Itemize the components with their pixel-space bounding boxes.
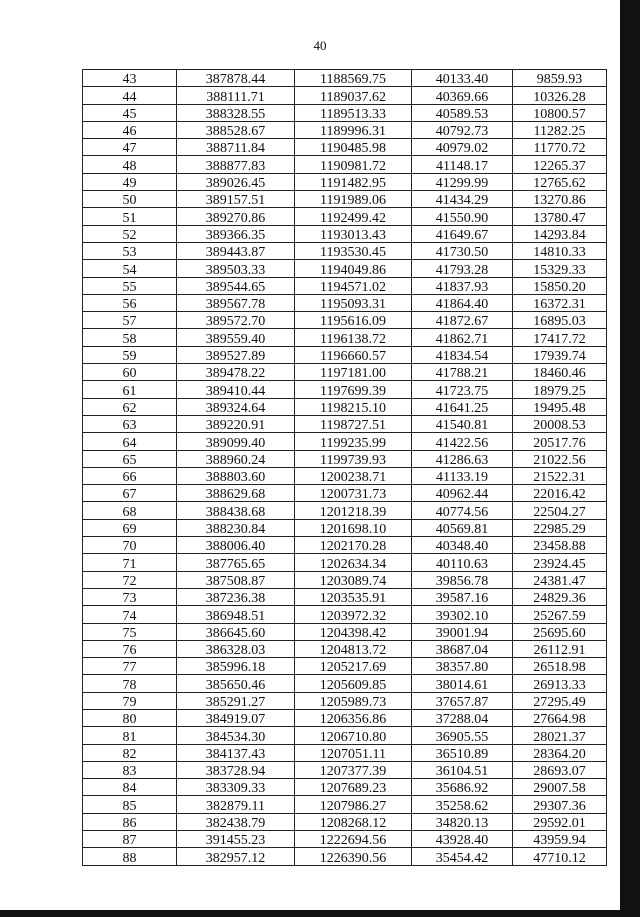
z-value-cell: 40979.02	[412, 139, 513, 156]
w-value-cell: 11282.25	[513, 121, 607, 138]
x-value-cell: 382879.11	[177, 796, 295, 813]
x-value-cell: 389099.40	[177, 433, 295, 450]
z-value-cell: 40110.63	[412, 554, 513, 571]
w-value-cell: 26518.98	[513, 658, 607, 675]
y-value-cell: 1226390.56	[295, 848, 412, 865]
w-value-cell: 28021.37	[513, 727, 607, 744]
table-row	[83, 502, 607, 519]
z-value-cell: 37288.04	[412, 709, 513, 726]
table-row	[83, 761, 607, 778]
x-value-cell: 388629.68	[177, 485, 295, 502]
point-number-cell: 77	[83, 658, 177, 675]
x-value-cell: 383728.94	[177, 761, 295, 778]
y-value-cell: 1206710.80	[295, 727, 412, 744]
w-value-cell: 26112.91	[513, 640, 607, 657]
y-value-cell: 1207377.39	[295, 761, 412, 778]
x-value-cell: 389567.78	[177, 294, 295, 311]
w-value-cell: 21022.56	[513, 450, 607, 467]
z-value-cell: 38357.80	[412, 658, 513, 675]
y-value-cell: 1188569.75	[295, 70, 412, 87]
table-row	[83, 242, 607, 259]
w-value-cell: 24829.36	[513, 588, 607, 605]
z-value-cell: 40348.40	[412, 537, 513, 554]
x-value-cell: 388438.68	[177, 502, 295, 519]
table-row	[83, 727, 607, 744]
point-number-cell: 49	[83, 173, 177, 190]
z-value-cell: 41133.19	[412, 467, 513, 484]
x-value-cell: 386328.03	[177, 640, 295, 657]
table-row	[83, 156, 607, 173]
w-value-cell: 28364.20	[513, 744, 607, 761]
y-value-cell: 1195616.09	[295, 312, 412, 329]
z-value-cell: 38014.61	[412, 675, 513, 692]
y-value-cell: 1191989.06	[295, 191, 412, 208]
y-value-cell: 1189513.33	[295, 104, 412, 121]
table-row	[83, 554, 607, 571]
table-row	[83, 312, 607, 329]
coordinates-table	[82, 69, 607, 866]
z-value-cell: 41872.67	[412, 312, 513, 329]
w-value-cell: 14293.84	[513, 225, 607, 242]
z-value-cell: 41793.28	[412, 260, 513, 277]
x-value-cell: 387508.87	[177, 571, 295, 588]
x-value-cell: 386645.60	[177, 623, 295, 640]
w-value-cell: 25695.60	[513, 623, 607, 640]
w-value-cell: 23458.88	[513, 537, 607, 554]
x-value-cell: 388711.84	[177, 139, 295, 156]
x-value-cell: 389270.86	[177, 208, 295, 225]
table-row	[83, 208, 607, 225]
w-value-cell: 29592.01	[513, 813, 607, 830]
table-row	[83, 467, 607, 484]
point-number-cell: 75	[83, 623, 177, 640]
x-value-cell: 389572.70	[177, 312, 295, 329]
table-row	[83, 623, 607, 640]
z-value-cell: 41641.25	[412, 398, 513, 415]
w-value-cell: 18460.46	[513, 364, 607, 381]
w-value-cell: 27664.98	[513, 709, 607, 726]
y-value-cell: 1205609.85	[295, 675, 412, 692]
point-number-cell: 64	[83, 433, 177, 450]
z-value-cell: 39856.78	[412, 571, 513, 588]
x-value-cell: 382438.79	[177, 813, 295, 830]
point-number-cell: 44	[83, 87, 177, 104]
x-value-cell: 389544.65	[177, 277, 295, 294]
point-number-cell: 54	[83, 260, 177, 277]
z-value-cell: 40133.40	[412, 70, 513, 87]
w-value-cell: 23924.45	[513, 554, 607, 571]
z-value-cell: 41299.99	[412, 173, 513, 190]
w-value-cell: 26913.33	[513, 675, 607, 692]
point-number-cell: 82	[83, 744, 177, 761]
point-number-cell: 58	[83, 329, 177, 346]
point-number-cell: 83	[83, 761, 177, 778]
table-row	[83, 485, 607, 502]
table-row	[83, 121, 607, 138]
z-value-cell: 41862.71	[412, 329, 513, 346]
w-value-cell: 27295.49	[513, 692, 607, 709]
point-number-cell: 53	[83, 242, 177, 259]
table-row	[83, 346, 607, 363]
x-value-cell: 384137.43	[177, 744, 295, 761]
w-value-cell: 13270.86	[513, 191, 607, 208]
w-value-cell: 29307.36	[513, 796, 607, 813]
z-value-cell: 41834.54	[412, 346, 513, 363]
x-value-cell: 383309.33	[177, 779, 295, 796]
table-row	[83, 329, 607, 346]
y-value-cell: 1199739.93	[295, 450, 412, 467]
y-value-cell: 1204398.42	[295, 623, 412, 640]
y-value-cell: 1197181.00	[295, 364, 412, 381]
x-value-cell: 388877.83	[177, 156, 295, 173]
point-number-cell: 67	[83, 485, 177, 502]
z-value-cell: 41286.63	[412, 450, 513, 467]
point-number-cell: 43	[83, 70, 177, 87]
point-number-cell: 51	[83, 208, 177, 225]
table-row	[83, 744, 607, 761]
w-value-cell: 25267.59	[513, 606, 607, 623]
table-row	[83, 692, 607, 709]
y-value-cell: 1193530.45	[295, 242, 412, 259]
x-value-cell: 391455.23	[177, 831, 295, 848]
point-number-cell: 60	[83, 364, 177, 381]
z-value-cell: 34820.13	[412, 813, 513, 830]
y-value-cell: 1192499.42	[295, 208, 412, 225]
z-value-cell: 41434.29	[412, 191, 513, 208]
point-number-cell: 86	[83, 813, 177, 830]
table-row	[83, 571, 607, 588]
point-number-cell: 79	[83, 692, 177, 709]
point-number-cell: 45	[83, 104, 177, 121]
y-value-cell: 1203089.74	[295, 571, 412, 588]
w-value-cell: 22504.27	[513, 502, 607, 519]
point-number-cell: 65	[83, 450, 177, 467]
y-value-cell: 1194049.86	[295, 260, 412, 277]
w-value-cell: 10326.28	[513, 87, 607, 104]
table-row	[83, 87, 607, 104]
x-value-cell: 389366.35	[177, 225, 295, 242]
y-value-cell: 1199235.99	[295, 433, 412, 450]
table-row	[83, 398, 607, 415]
table-row	[83, 848, 607, 865]
z-value-cell: 41730.50	[412, 242, 513, 259]
z-value-cell: 41540.81	[412, 415, 513, 432]
w-value-cell: 22985.29	[513, 519, 607, 536]
w-value-cell: 20517.76	[513, 433, 607, 450]
point-number-cell: 62	[83, 398, 177, 415]
point-number-cell: 68	[83, 502, 177, 519]
table-row	[83, 104, 607, 121]
table-row	[83, 260, 607, 277]
table-row	[83, 191, 607, 208]
x-value-cell: 385650.46	[177, 675, 295, 692]
x-value-cell: 385291.27	[177, 692, 295, 709]
table-row	[83, 588, 607, 605]
z-value-cell: 39001.94	[412, 623, 513, 640]
point-number-cell: 78	[83, 675, 177, 692]
point-number-cell: 72	[83, 571, 177, 588]
table-body	[83, 70, 607, 866]
table-row	[83, 796, 607, 813]
point-number-cell: 55	[83, 277, 177, 294]
w-value-cell: 13780.47	[513, 208, 607, 225]
table-row	[83, 537, 607, 554]
z-value-cell: 41864.40	[412, 294, 513, 311]
w-value-cell: 21522.31	[513, 467, 607, 484]
y-value-cell: 1191482.95	[295, 173, 412, 190]
point-number-cell: 57	[83, 312, 177, 329]
y-value-cell: 1203535.91	[295, 588, 412, 605]
z-value-cell: 40369.66	[412, 87, 513, 104]
x-value-cell: 388960.24	[177, 450, 295, 467]
y-value-cell: 1207689.23	[295, 779, 412, 796]
z-value-cell: 40589.53	[412, 104, 513, 121]
table-row	[83, 364, 607, 381]
z-value-cell: 38687.04	[412, 640, 513, 657]
scan-edge-right	[620, 0, 640, 917]
z-value-cell: 40962.44	[412, 485, 513, 502]
y-value-cell: 1189037.62	[295, 87, 412, 104]
y-value-cell: 1196660.57	[295, 346, 412, 363]
x-value-cell: 389443.87	[177, 242, 295, 259]
y-value-cell: 1201698.10	[295, 519, 412, 536]
w-value-cell: 43959.94	[513, 831, 607, 848]
x-value-cell: 389478.22	[177, 364, 295, 381]
w-value-cell: 12765.62	[513, 173, 607, 190]
y-value-cell: 1222694.56	[295, 831, 412, 848]
z-value-cell: 41788.21	[412, 364, 513, 381]
z-value-cell: 41723.75	[412, 381, 513, 398]
z-value-cell: 35258.62	[412, 796, 513, 813]
w-value-cell: 12265.37	[513, 156, 607, 173]
table-row	[83, 450, 607, 467]
z-value-cell: 41550.90	[412, 208, 513, 225]
z-value-cell: 41422.56	[412, 433, 513, 450]
y-value-cell: 1206356.86	[295, 709, 412, 726]
y-value-cell: 1197699.39	[295, 381, 412, 398]
table-row	[83, 606, 607, 623]
y-value-cell: 1194571.02	[295, 277, 412, 294]
w-value-cell: 47710.12	[513, 848, 607, 865]
point-number-cell: 84	[83, 779, 177, 796]
table-row	[83, 225, 607, 242]
x-value-cell: 389026.45	[177, 173, 295, 190]
w-value-cell: 10800.57	[513, 104, 607, 121]
point-number-cell: 81	[83, 727, 177, 744]
point-number-cell: 70	[83, 537, 177, 554]
point-number-cell: 59	[83, 346, 177, 363]
y-value-cell: 1204813.72	[295, 640, 412, 657]
x-value-cell: 387765.65	[177, 554, 295, 571]
scan-edge-bottom	[0, 910, 640, 917]
z-value-cell: 35454.42	[412, 848, 513, 865]
point-number-cell: 87	[83, 831, 177, 848]
y-value-cell: 1190485.98	[295, 139, 412, 156]
y-value-cell: 1205217.69	[295, 658, 412, 675]
point-number-cell: 61	[83, 381, 177, 398]
w-value-cell: 15329.33	[513, 260, 607, 277]
table-row	[83, 813, 607, 830]
x-value-cell: 387878.44	[177, 70, 295, 87]
point-number-cell: 80	[83, 709, 177, 726]
table-row	[83, 519, 607, 536]
x-value-cell: 384534.30	[177, 727, 295, 744]
x-value-cell: 387236.38	[177, 588, 295, 605]
z-value-cell: 40774.56	[412, 502, 513, 519]
x-value-cell: 382957.12	[177, 848, 295, 865]
table-row	[83, 173, 607, 190]
x-value-cell: 384919.07	[177, 709, 295, 726]
x-value-cell: 385996.18	[177, 658, 295, 675]
point-number-cell: 47	[83, 139, 177, 156]
z-value-cell: 36510.89	[412, 744, 513, 761]
y-value-cell: 1195093.31	[295, 294, 412, 311]
x-value-cell: 389527.89	[177, 346, 295, 363]
x-value-cell: 388528.67	[177, 121, 295, 138]
w-value-cell: 22016.42	[513, 485, 607, 502]
y-value-cell: 1201218.39	[295, 502, 412, 519]
point-number-cell: 69	[83, 519, 177, 536]
x-value-cell: 389324.64	[177, 398, 295, 415]
table-row	[83, 640, 607, 657]
w-value-cell: 24381.47	[513, 571, 607, 588]
page-number: 40	[313, 38, 327, 53]
point-number-cell: 48	[83, 156, 177, 173]
table-row	[83, 381, 607, 398]
point-number-cell: 52	[83, 225, 177, 242]
point-number-cell: 76	[83, 640, 177, 657]
x-value-cell: 388006.40	[177, 537, 295, 554]
table-row	[83, 658, 607, 675]
z-value-cell: 41837.93	[412, 277, 513, 294]
w-value-cell: 17417.72	[513, 329, 607, 346]
z-value-cell: 40569.81	[412, 519, 513, 536]
point-number-cell: 66	[83, 467, 177, 484]
point-number-cell: 85	[83, 796, 177, 813]
table-row	[83, 294, 607, 311]
point-number-cell: 56	[83, 294, 177, 311]
w-value-cell: 11770.72	[513, 139, 607, 156]
x-value-cell: 386948.51	[177, 606, 295, 623]
table-row	[83, 70, 607, 87]
y-value-cell: 1200731.73	[295, 485, 412, 502]
z-value-cell: 37657.87	[412, 692, 513, 709]
y-value-cell: 1193013.43	[295, 225, 412, 242]
y-value-cell: 1203972.32	[295, 606, 412, 623]
y-value-cell: 1207986.27	[295, 796, 412, 813]
z-value-cell: 36905.55	[412, 727, 513, 744]
y-value-cell: 1198727.51	[295, 415, 412, 432]
y-value-cell: 1205989.73	[295, 692, 412, 709]
x-value-cell: 388111.71	[177, 87, 295, 104]
z-value-cell: 39587.16	[412, 588, 513, 605]
w-value-cell: 14810.33	[513, 242, 607, 259]
z-value-cell: 39302.10	[412, 606, 513, 623]
y-value-cell: 1196138.72	[295, 329, 412, 346]
point-number-cell: 50	[83, 191, 177, 208]
x-value-cell: 388230.84	[177, 519, 295, 536]
y-value-cell: 1208268.12	[295, 813, 412, 830]
z-value-cell: 41148.17	[412, 156, 513, 173]
y-value-cell: 1207051.11	[295, 744, 412, 761]
w-value-cell: 19495.48	[513, 398, 607, 415]
w-value-cell: 9859.93	[513, 70, 607, 87]
x-value-cell: 389503.33	[177, 260, 295, 277]
y-value-cell: 1202170.28	[295, 537, 412, 554]
table-row	[83, 831, 607, 848]
z-value-cell: 43928.40	[412, 831, 513, 848]
z-value-cell: 35686.92	[412, 779, 513, 796]
x-value-cell: 388328.55	[177, 104, 295, 121]
point-number-cell: 88	[83, 848, 177, 865]
x-value-cell: 389559.40	[177, 329, 295, 346]
z-value-cell: 40792.73	[412, 121, 513, 138]
table-row	[83, 415, 607, 432]
y-value-cell: 1202634.34	[295, 554, 412, 571]
y-value-cell: 1189996.31	[295, 121, 412, 138]
x-value-cell: 389220.91	[177, 415, 295, 432]
point-number-cell: 46	[83, 121, 177, 138]
point-number-cell: 74	[83, 606, 177, 623]
w-value-cell: 20008.53	[513, 415, 607, 432]
w-value-cell: 29007.58	[513, 779, 607, 796]
y-value-cell: 1198215.10	[295, 398, 412, 415]
point-number-cell: 73	[83, 588, 177, 605]
w-value-cell: 16372.31	[513, 294, 607, 311]
table-row	[83, 675, 607, 692]
w-value-cell: 15850.20	[513, 277, 607, 294]
w-value-cell: 18979.25	[513, 381, 607, 398]
table-row	[83, 709, 607, 726]
y-value-cell: 1200238.71	[295, 467, 412, 484]
x-value-cell: 389410.44	[177, 381, 295, 398]
table-row	[83, 139, 607, 156]
x-value-cell: 389157.51	[177, 191, 295, 208]
point-number-cell: 63	[83, 415, 177, 432]
w-value-cell: 28693.07	[513, 761, 607, 778]
z-value-cell: 36104.51	[412, 761, 513, 778]
w-value-cell: 16895.03	[513, 312, 607, 329]
table-row	[83, 433, 607, 450]
z-value-cell: 41649.67	[412, 225, 513, 242]
table-row	[83, 277, 607, 294]
table-row	[83, 779, 607, 796]
w-value-cell: 17939.74	[513, 346, 607, 363]
point-number-cell: 71	[83, 554, 177, 571]
x-value-cell: 388803.60	[177, 467, 295, 484]
y-value-cell: 1190981.72	[295, 156, 412, 173]
